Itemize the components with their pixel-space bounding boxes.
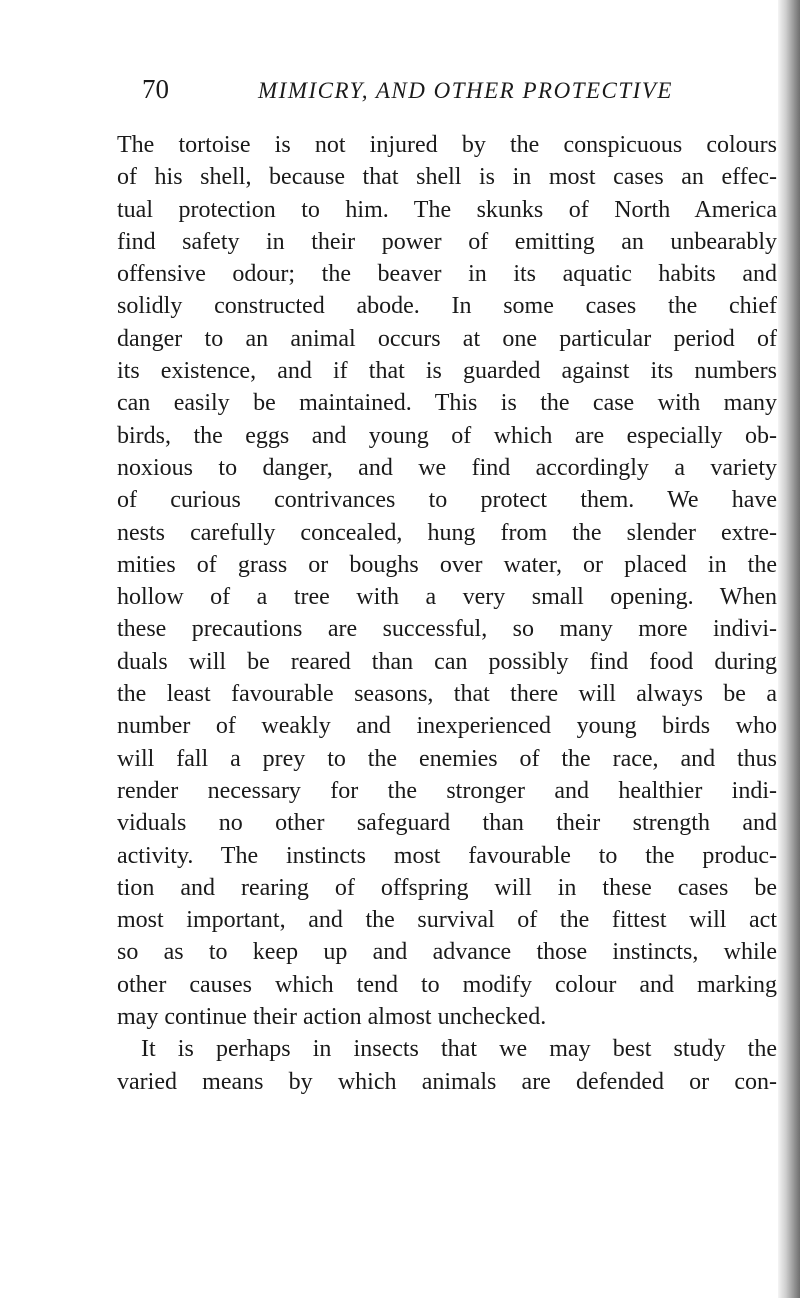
text-line: mities of grass or boughs over water, or placed in the	[117, 551, 777, 578]
text-line: tion and rearing of offspring will in these cases be	[117, 874, 777, 901]
text-line: viduals no other safeguard than their strength and	[117, 810, 777, 837]
text-line: noxious to danger, and we find accordingly a variety	[117, 454, 777, 481]
text-line: tual protection to him. The skunks of North America	[117, 196, 777, 223]
text-line: may continue their action almost unchecked.	[117, 1004, 547, 1031]
text-line: can easily be maintained. This is the case with many	[117, 390, 777, 417]
text-line: birds, the eggs and young of which are especially ob-	[117, 422, 777, 449]
text-line: The tortoise is not injured by the conspicuous colours	[117, 132, 777, 158]
text-line: number of weakly and inexperienced young birds who	[117, 713, 777, 740]
page-edge-shadow	[778, 0, 800, 1298]
running-head: MIMICRY, AND OTHER PROTECTIVE	[258, 78, 673, 103]
text-line: so as to keep up and advance those instincts, while	[117, 939, 777, 966]
text-line: render necessary for the stronger and healthier indi-	[117, 777, 777, 804]
text-line: It is perhaps in insects that we may best study the	[141, 1036, 777, 1063]
text-line: danger to an animal occurs at one particular period of	[117, 325, 777, 352]
text-line: of his shell, because that shell is in most cases an effec-	[117, 164, 777, 191]
page-header	[0, 74, 800, 108]
text-line: activity. The instincts most favourable to the produc-	[117, 842, 777, 869]
text-line: will fall a prey to the enemies of the race, and thus	[117, 745, 777, 772]
text-line: of curious contrivances to protect them. We have	[117, 487, 777, 514]
text-line: find safety in their power of emitting an unbearably	[117, 228, 777, 255]
text-line: most important, and the survival of the fittest will act	[117, 907, 777, 934]
text-line: its existence, and if that is guarded against its numbers	[117, 358, 777, 385]
text-line: varied means by which animals are defended or con-	[117, 1068, 777, 1095]
text-line: offensive odour; the beaver in its aquatic habits and	[117, 261, 777, 288]
text-line: these precautions are successful, so many more indivi-	[117, 616, 777, 643]
page-number: 70	[142, 74, 169, 104]
text-line: the least favourable seasons, that there will always be a	[117, 681, 777, 708]
text-line: duals will be reared than can possibly find food during	[117, 648, 777, 675]
text-line: hollow of a tree with a very small opening. When	[117, 584, 777, 611]
text-line: other causes which tend to modify colour and marking	[117, 971, 777, 998]
text-line: solidly constructed abode. In some cases the chief	[117, 293, 777, 320]
body-text	[117, 129, 777, 1098]
text-line: nests carefully concealed, hung from the slender extre-	[117, 519, 777, 546]
